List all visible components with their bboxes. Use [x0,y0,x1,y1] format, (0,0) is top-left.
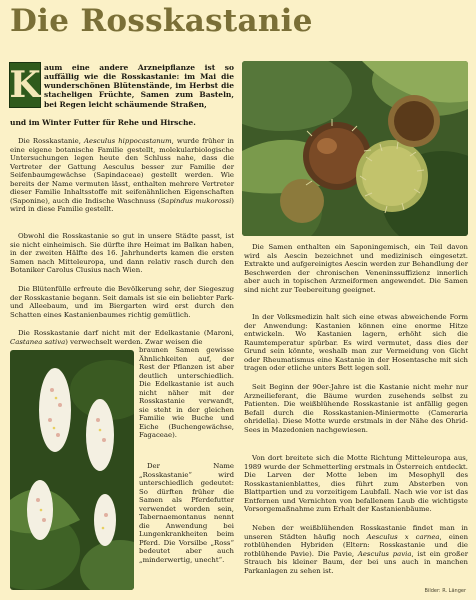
drop-cap-letter: K [9,64,41,106]
species-name: Aesculus pavia [357,549,412,558]
text-run: Die Rosskastanie darf nicht mit der Edelkastanie (Maroni, [18,329,234,337]
text-run: ) wird in diese Familie gestellt. [10,196,234,214]
paragraph-left-4 [10,329,234,346]
paragraph-right-5 [244,524,468,575]
text-run: , wurde früher in eine eigene botanische Familie gestellt, molekularbiologische Untersuchungen legen heute den Schluss nahe, dass die Vertreter der Gattung Aesculus besser zur Familie der Seifenbaumgewächse (Sapindaceae) gestellt werden. Wie bereits der Name vermuten lässt, enthalten mehrere Vertreter dieser Familie Inhaltsstoffe mit seifenähnlichen Eigenschaften (Saponine), auch die Indische Waschnuss ( [10,137,234,205]
text-run: , ist ein großer Strauch bis kleiner Baum, der bei uns auch in manchen Parkanlagen zu sehen ist. [244,549,468,575]
blossom-photo [10,350,134,590]
paragraph-left-5: Der Name „Rosskastanie“ wird unterschiedlich gedeutet: So dürften früher die Samen als Pferdefutter verwendet worden sein, Tabernaemontanus nennt die Anwendung bei Lungenkrankheiten beim Pferd. Die Vorsilbe „Ross“ bedeutet aber auch „minderwertig, unecht“. [139,462,234,565]
photo-credit: Bilder: R. Länger [424,588,466,594]
chestnut-fruit-illustration [242,61,468,236]
lead-paragraph: aum eine andere Arzneipflanze ist so auffällig wie die Rosskastanie: im Mai die wunderschönen Blütenstände, im Herbst die stacheligen Früchte, Samen zum Basteln, bei Regen leicht schäumende Straßen, [44,63,234,109]
paragraph-right-3: Seit Beginn der 90er-Jahre ist die Kastanie nicht mehr nur Arzneilieferant, die Bäume wurden zusehends selbst zu Patienten. Die weißblühende Rosskastanie ist anfällig gegen Befall durch die Rosskastanien-Miniermotte (Cameraria ohridella). Diese Motte wurde erstmals in der Nähe des Ohrid-Sees in Mazedonien nachgewiesen. [244,383,468,434]
blossom-illustration [10,350,134,590]
paragraph-left-3: Die Blütenfülle erfreute die Bevölkerung sehr, der Siegeszug der Rosskastanie begann. Seit damals ist sie ein beliebter Park- und Alleebaum, und im Biergarten wird erst durch den Schatten eines Kastanienbaumes richtig gemütlich. [10,285,234,319]
paragraph-left-4-wrap: braunen Samen gewisse Ähnlichkeiten auf, der Rest der Pflanzen ist aber deutlich unterschiedlich. Die Edelkastanie ist auch nicht näher mit der Rosskastanie verwandt, sie steht in der gleichen Familie wie Buche und Eiche (Buchengewächse, Fagaceae). [139,346,234,440]
species-name: Sapindus mukorossi [160,196,232,205]
paragraph-right-1: Die Samen enthalten ein Saponingemisch, ein Teil davon wird als Aescin bezeichnet und medizinisch eingesetzt. Extrakte und aufgereinigtes Aescin werden zur Behandlung der Beschwerden der chronischen Veneninssuffizienz innerlich aber auch in topischen Arzneiformen angewendet. Die Samen sind nicht zur Teebereitung geeignet. [244,243,468,294]
chestnut-fruit-photo [242,61,468,236]
paragraph-right-4: Von dort breitete sich die Motte Richtung Mitteleuropa aus, 1989 wurde der Schmetterling erstmals in Österreich entdeckt. Die Larven der Motte leben im Mesophyll des Rosskastanienblattes, dies führt zum Absterben von Blattpartien und zu vorzeitigem Laubfall. Nach wie vor ist das Entfernen und Vernichten von befallenem Laub die wichtigste Vorsorgemaßnahme zum Erhalt der Kastanienbäume. [244,454,468,514]
species-name: Aesculus hippocastanum [84,137,172,145]
drop-cap-initial [9,62,41,108]
text-run: Neben der weißblühenden Rosskastanie findet man in unseren Städten häufig noch [244,524,468,541]
lead-paragraph-tail: und im Winter Futter für Rehe und Hirsche. [10,118,196,127]
paragraph-right-2: In der Volksmedizin halt sich eine etwas abweichende Form der Anwendung: Kastanien können eine enorme Hitze entwickeln. Wo Kastanien lagern, erhöht sich die Raumtemperatur spürbar. Es wird vermutet, dass dies der Grund sein könnte, weshalb man zur Vermeidung von Gicht oder Rheumatismus eine Kastanie in der Hosentasche mit sich tragen oder etliche unters Bett legen soll. [244,313,468,373]
text-run: Die Rosskastanie, [18,137,85,145]
paragraph-left-1 [10,137,234,214]
text-run: , einen rotblühenden Hybriden (Eltern: Rosskastanie und die rotblühende Pavie). Die Pavie, [244,532,469,558]
species-name: Aesculus x carnea [366,532,440,541]
species-name: Castanea sativa [10,337,66,346]
page-title: Die Rosskastanie [10,3,313,39]
paragraph-left-2: Obwohl die Rosskastanie so gut in unsere Städte passt, ist sie nicht einheimisch. Sie dürfte ihre Heimat im Balkan haben, in der zweiten Hälfte des 16. Jahrhunderts kamen die ersten Samen nach Mitteleuropa, und dann relativ rasch durch den Botaniker Carolus Clusius nach Wien. [10,232,234,275]
text-run: ) verwechselt werden. Zwar weisen die [65,337,203,346]
